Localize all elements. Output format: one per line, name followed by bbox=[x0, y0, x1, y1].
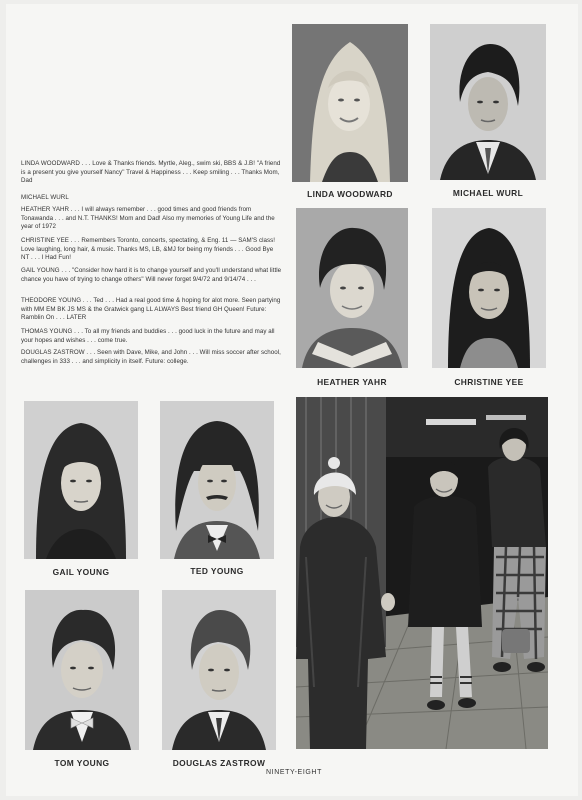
caption-christine-yee: CHRISTINE YEE bbox=[454, 377, 524, 387]
portrait-tom-young bbox=[25, 590, 139, 750]
caption-michael-wurl: MICHAEL WURL bbox=[452, 188, 524, 198]
bio-heather-yahr: HEATHER YAHR . . . I will always remember . . . good times and good friends from Tonawanda . . . and N.T. THANKS! Mom and Dad! Also my memories of Young Life and the year of 1972 bbox=[21, 206, 275, 231]
portrait-michael-wurl bbox=[430, 24, 546, 180]
bio-thomas-young: THOMAS YOUNG . . . To all my friends and buddies . . . good luck in the future and may all your hopes and wishes . . . come true. bbox=[21, 328, 275, 344]
caption-heather-yahr: HEATHER YAHR bbox=[317, 377, 387, 387]
page-number: NINETY-EIGHT bbox=[266, 769, 322, 776]
portrait-christine-yee bbox=[432, 208, 546, 368]
caption-linda-woodward: LINDA WOODWARD bbox=[307, 189, 393, 199]
caption-gail-young: GAIL YOUNG bbox=[52, 567, 110, 577]
portrait-heather-yahr bbox=[296, 208, 408, 368]
portrait-gail-young bbox=[24, 401, 138, 559]
caption-tom-young: TOM YOUNG bbox=[54, 758, 110, 768]
bio-michael-wurl: MICHAEL WURL bbox=[21, 194, 69, 201]
candid-hallway-photo bbox=[296, 397, 548, 749]
portrait-douglas-zastrow bbox=[162, 590, 276, 750]
bio-christine-yee: CHRISTINE YEE . . . Remembers Toronto, concerts, spectating, & Eng. 11 — SAM'S class! Love laughing, long hair, & music. Thanks MS, LB, &MJ for being my friends . . . Good Bye NT . . . I Had Fun! bbox=[21, 237, 276, 262]
caption-ted-young: TED YOUNG bbox=[190, 566, 244, 576]
bio-douglas-zastrow: DOUGLAS ZASTROW . . . Seen with Dave, Mike, and John . . . Will miss soccer after school, challenges in 333 . . . and simplicity in itself. Future: college. bbox=[21, 349, 281, 365]
bio-gail-young: GAIL YOUNG . . . "Consider how hard it is to change yourself and you'll understand what little chance you have of trying to change others" Will never forget 9/4/72 and 9/14/74 . . . bbox=[21, 267, 282, 283]
bio-theodore-young: THEODORE YOUNG . . . Ted . . . Had a real good time & hoping for alot more. Seen partying with MM EM BK JS MS & the Gratwick gang LL ALWAYS Best friend GH Queen! Future: Ramblin On . . . LATER bbox=[21, 297, 281, 322]
bio-linda-woodward: LINDA WOODWARD . . . Love & Thanks friends. Myrtle, Aleg., swim ski, BBS & J.B! "A friend is a present you give yourself Nancy" Travel & Happiness . . . Keep smiling . . . Thanks Mom, Dad bbox=[21, 160, 281, 185]
portrait-ted-young bbox=[160, 401, 274, 559]
caption-douglas-zastrow: DOUGLAS ZASTROW bbox=[172, 758, 266, 768]
portrait-linda-woodward bbox=[292, 24, 408, 182]
